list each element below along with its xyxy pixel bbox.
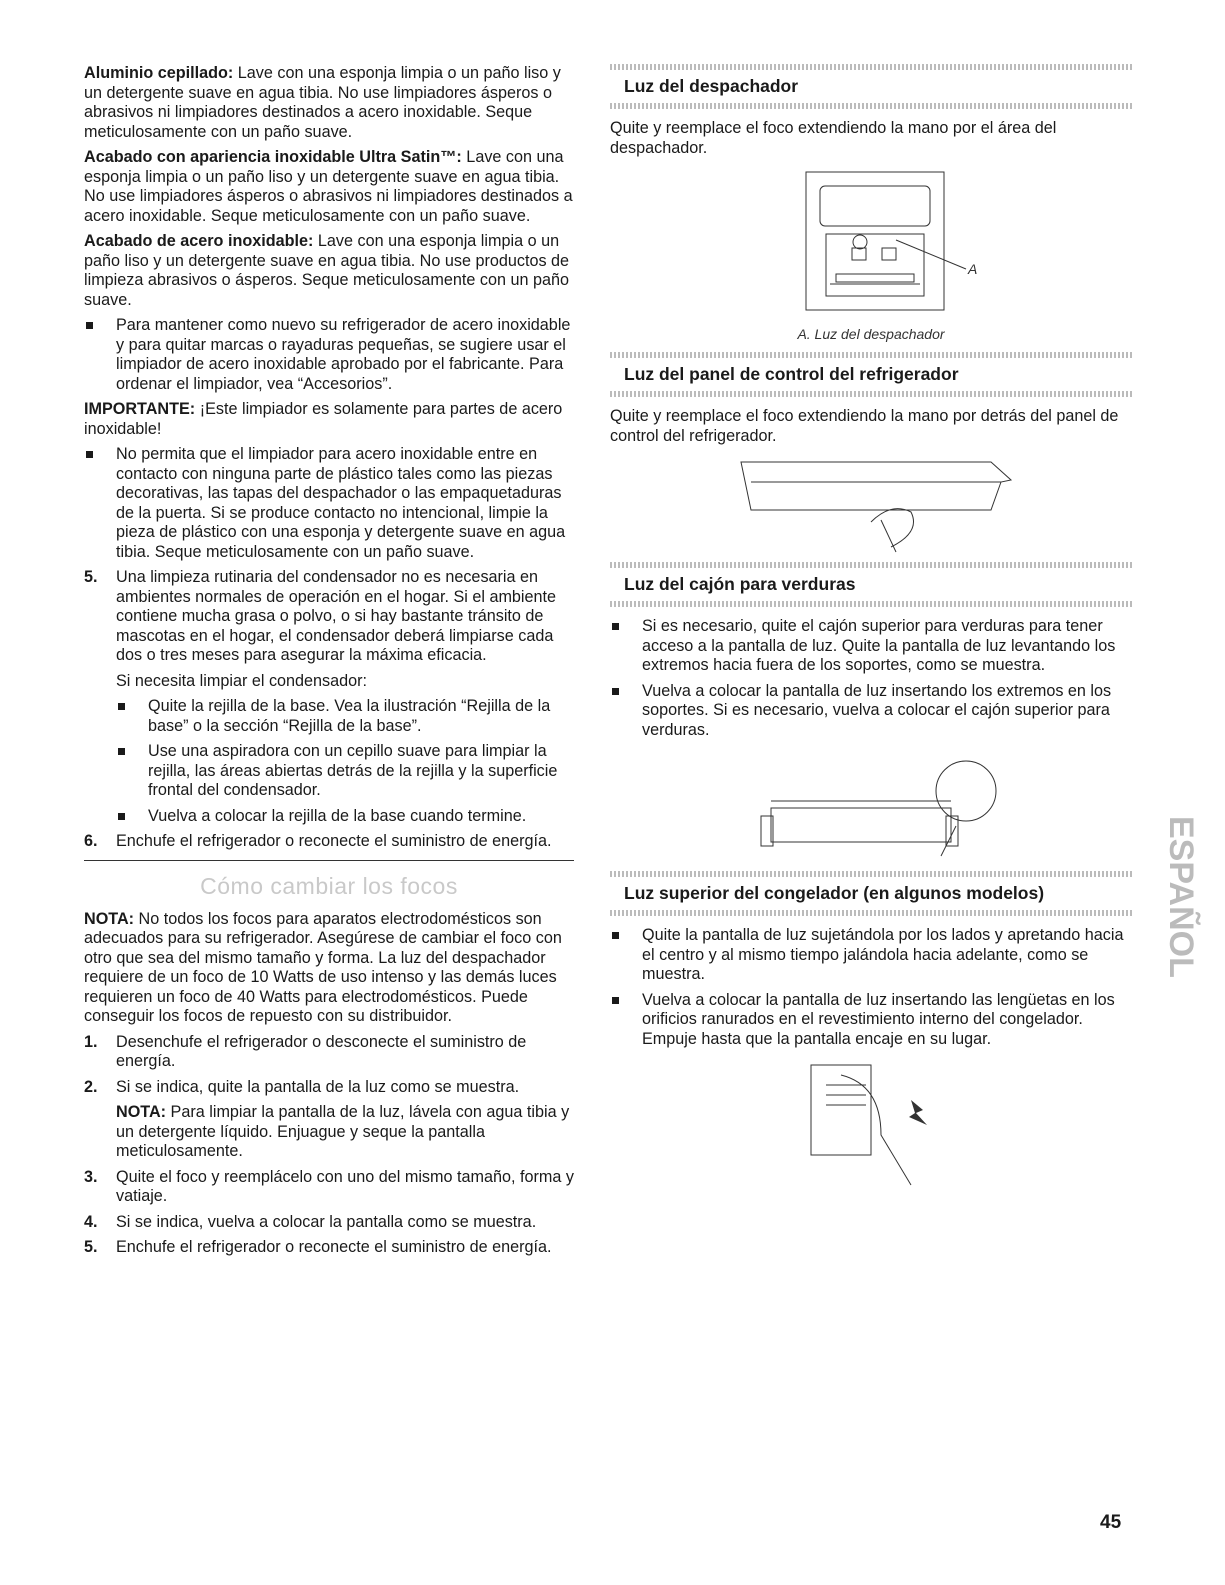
list-item: Use una aspiradora con un cepillo suave para limpiar la rejilla, las áreas abiertas detrás de la rejilla y la superficie frontal del condensador. <box>116 742 574 801</box>
condenser-subsection <box>84 672 574 827</box>
paragraph-dispenser: Quite y reemplace el foco extendiendo la mano por el área del despachador. <box>610 119 1057 157</box>
header-title: Luz del cajón para verduras <box>624 574 856 594</box>
step-2: 2. Si se indica, quite la pantalla de la luz como se muestra. <box>84 1077 520 1096</box>
crisper-light-illustration <box>741 746 1001 871</box>
language-tab <box>1150 808 1200 1068</box>
paragraph-note: NOTA: No todos los focos para aparatos electrodomésticos son adecuados para su refrigerador. Asegúrese de cambiar el foco con otro que sea del mismo tamaño y forma. La luz del despachador requiere de un foco de 10 Watts de uso intenso y las demás luces requieren un foco de 40 Watts para electrodomésticos. Puede conseguir los focos de repuesto con su distribuidor. <box>84 909 562 1025</box>
divider <box>84 860 574 861</box>
bullet-cleaner: Para mantener como nuevo su refrigerador de acero inoxidable y para quitar marcas o rayaduras pequeñas, se sugiere usar el limpiador de acero inoxidable aprobado por el fabricante. Para ordenar el limpiador, vea “Accesorios”. <box>84 316 574 394</box>
list-item: Vuelva a colocar la pantalla de luz insertando los extremos en los soportes. Si es necesario, vuelva a colocar el cajón superior para verduras. <box>610 682 1132 741</box>
section-title: Cómo cambiar los focos <box>200 872 458 899</box>
callout-label: A <box>968 261 978 277</box>
condenser-intro: Si necesita limpiar el condensador: <box>116 671 368 690</box>
step-1: 1. Desenchufe el refrigerador o desconecte el suministro de energía. <box>84 1032 527 1070</box>
section-header-freezer <box>610 871 1132 916</box>
step-6-plug-in: 6. Enchufe el refrigerador o reconecte el suministro de energía. <box>84 832 552 850</box>
freezer-light-illustration <box>771 1055 971 1195</box>
paragraph-ultra-satin: Acabado con apariencia inoxidable Ultra Satin™: Lave con una esponja limpia o un paño liso y un detergente suave en agua tibia. No use limpiadores ásperos o abrasivos ni limpiadores destinados a acero inoxidable. Seque meticulosamente con un paño suave. <box>84 148 573 225</box>
bullet-plastic-warning: No permita que el limpiador para acero inoxidable entre en contacto con ninguna parte de plástico tales como las piezas decorativas, las tapas del despachador o las empaquetaduras de la puerta. Si se produce contacto no intencional, limpie la pieza de plástico con una esponja y detergente suave en agua tibia. Seque meticulosamente con un paño suave. <box>84 445 574 562</box>
right-column <box>610 64 1132 1195</box>
language-tab-label: ESPAÑOL <box>1162 816 1200 978</box>
header-title: Luz del panel de control del refrigerador <box>624 364 959 384</box>
dispenser-illustration <box>756 164 986 324</box>
section-header-crisper <box>610 562 1132 607</box>
header-title: Luz del despachador <box>624 76 799 96</box>
paragraph-note-2: NOTA: Para limpiar la pantalla de la luz, lávela con agua tibia y un detergente líquido. Enjuague y seque la pantalla meticulosamente. <box>116 1103 570 1160</box>
section-header-control-panel <box>610 352 1132 397</box>
paragraph-control-panel: Quite y reemplace el foco extendiendo la mano por detrás del panel de control del refrigerador. <box>610 407 1119 445</box>
list-item: Quite la pantalla de luz sujetándola por los lados y apretando hacia el centro y al mismo tiempo jalándola hacia adelante, como se muestra. <box>610 926 1132 985</box>
list-item: Vuelva a colocar la pantalla de luz insertando las lengüetas en los orificios ranurados en el revestimiento interno del congelador. Empuje hasta que la pantalla encaje en su lugar. <box>610 991 1132 1050</box>
paragraph-aluminum: Aluminio cepillado: Lave con una esponja limpia o un paño liso y un detergente suave en agua tibia. No use limpiadores ásperos o abrasivos ni limpiadores destinados a acero inoxidable. Seque meticulosamente con un paño suave. <box>84 64 561 141</box>
page-number: 45 <box>1100 1512 1122 1533</box>
paragraph-important: IMPORTANTE: ¡Este limpiador es solamente para partes de acero inoxidable! <box>84 400 563 438</box>
figure-caption: A. Luz del despachador <box>797 326 945 342</box>
left-column <box>84 64 574 1264</box>
step-4: 4. Si se indica, vuelva a colocar la pantalla como se muestra. <box>84 1212 537 1231</box>
list-item: Vuelva a colocar la rejilla de la base cuando termine. <box>116 807 574 827</box>
list-item: Quite la rejilla de la base. Vea la ilustración “Rejilla de la base” o la sección “Rejilla de la base”. <box>116 697 574 736</box>
paragraph-stainless: Acabado de acero inoxidable: Lave con una esponja limpia o un paño liso y un detergente suave en agua tibia. No use productos de limpieza abrasivos o ásperos. Seque meticulosamente con un paño suave. <box>84 232 570 309</box>
step-5: 5. Enchufe el refrigerador o reconecte el suministro de energía. <box>84 1238 552 1256</box>
control-panel-illustration <box>721 452 1021 562</box>
header-title: Luz superior del congelador (en algunos modelos) <box>624 883 1045 903</box>
section-header-dispenser <box>610 64 1132 109</box>
step-5-condenser: 5. Una limpieza rutinaria del condensador no es necesaria en ambientes normales de operación en el hogar. Si el ambiente contiene mucha grasa o polvo, o si hay bastante tránsito de mascotas en el hogar, el condensador deberá limpiarse cada dos o tres meses para asegurar la máxima eficacia. <box>84 568 557 664</box>
list-item: Si es necesario, quite el cajón superior para verduras para tener acceso a la pantalla de luz. Quite la pantalla de luz levantando los extremos hacia fuera de los soportes, como se muestra. <box>610 617 1132 676</box>
step-3: 3. Quite el foco y reemplácelo con uno del mismo tamaño, forma y vatiaje. <box>84 1167 574 1205</box>
